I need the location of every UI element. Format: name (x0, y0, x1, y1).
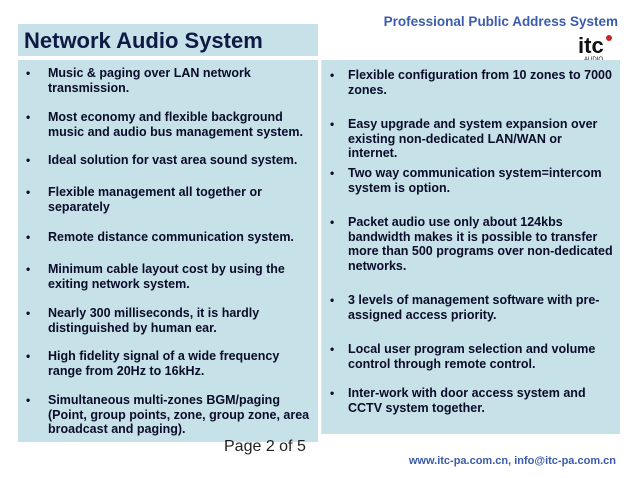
list-item-text: High fidelity signal of a wide frequency range from 20Hz to 16kHz. (48, 349, 280, 378)
list-item-text: Flexible configuration from 10 zones to 7000 zones. (348, 68, 612, 97)
list-item (322, 293, 614, 322)
page-number: Page 2 of 5 (224, 438, 306, 455)
list-item (322, 342, 614, 371)
list-item (322, 386, 614, 415)
bullet-icon: • (26, 153, 31, 167)
list-item (18, 262, 312, 291)
bullet-icon: • (330, 342, 335, 356)
itc-audio-logo (578, 33, 618, 63)
list-item-text: Inter-work with door access system and CCTV system together. (348, 386, 586, 415)
list-item (18, 110, 312, 139)
footer-contact: www.itc-pa.com.cn, info@itc-pa.com.cn (408, 455, 616, 467)
list-item (18, 230, 312, 245)
list-item (322, 68, 614, 97)
list-item-text: Remote distance communication system. (48, 230, 294, 244)
bullet-icon: • (26, 185, 31, 199)
list-item-text: Simultaneous multi-zones BGM/paging (Point, group points, zone, group zone, area broadcast and paging). (48, 393, 310, 436)
bullet-icon: • (330, 166, 335, 180)
list-item-text: Two way communication system=intercom system is option. (348, 166, 602, 195)
list-item-text: 3 levels of management software with pre-assigned access priority. (348, 293, 600, 322)
bullet-icon: • (26, 349, 31, 363)
title-box (18, 24, 318, 56)
list-item (18, 306, 312, 335)
list-item (18, 153, 312, 168)
list-item (18, 393, 312, 437)
bullet-icon: • (26, 66, 31, 80)
bullet-icon: • (330, 215, 335, 229)
bullet-icon: • (26, 393, 31, 407)
list-item-text: Nearly 300 milliseconds, it is hardly distinguished by human ear. (48, 306, 260, 335)
svg-text:itc: itc (578, 33, 604, 58)
list-item-text: Minimum cable layout cost by using the exiting network system. (48, 262, 285, 291)
right-feature-panel (322, 60, 620, 434)
bullet-icon: • (330, 117, 335, 131)
list-item (322, 166, 614, 195)
list-item-text: Music & paging over LAN network transmission. (48, 66, 251, 95)
left-feature-panel (18, 60, 318, 442)
bullet-icon: • (330, 386, 335, 400)
list-item-text: Packet audio use only about 124kbs bandwidth makes it is possible to transfer more than 500 programs over non-dedicated networks. (348, 215, 613, 273)
bullet-icon: • (330, 293, 335, 307)
list-item (322, 117, 614, 161)
page-title: Network Audio System (24, 28, 263, 53)
bullet-icon: • (26, 306, 31, 320)
list-item (18, 66, 312, 95)
bullet-icon: • (26, 262, 31, 276)
list-item (322, 215, 614, 273)
header-tagline: Professional Public Address System (383, 14, 618, 29)
list-item-text: Local user program selection and volume control through remote control. (348, 342, 596, 371)
list-item-text: Easy upgrade and system expansion over existing non-dedicated LAN/WAN or internet. (348, 117, 598, 160)
list-item-text: Flexible management all together or separately (48, 185, 262, 214)
bullet-icon: • (330, 68, 335, 82)
list-item-text: Ideal solution for vast area sound system. (48, 153, 298, 167)
list-item (18, 349, 312, 378)
bullet-icon: • (26, 110, 31, 124)
list-item (18, 185, 312, 214)
bullet-icon: • (26, 230, 31, 244)
list-item-text: Most economy and flexible background music and audio bus management system. (48, 110, 303, 139)
